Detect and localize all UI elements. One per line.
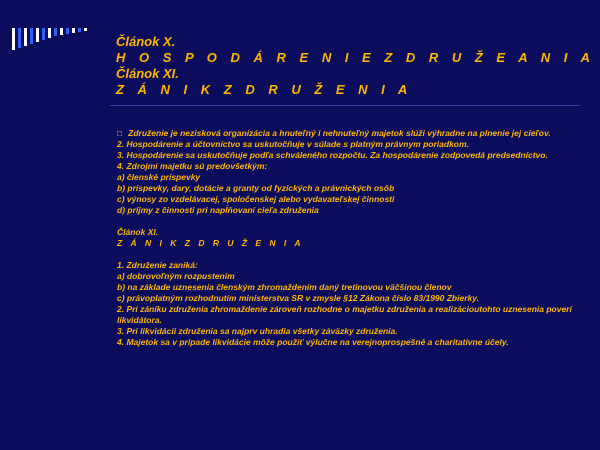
list-item: c) výnosy zo vzdelávacej, spoločenskej alebo vydavateľskej činnosti: [117, 194, 395, 204]
paragraph: 2. Hospodárenie a účtovníctvo sa uskutočňuje v súlade s platným právnym poriadkom.: [117, 139, 469, 149]
paragraph-text: Združenie je nezisková organizácia a hnuteľný i nehnuteľný majetok slúži výhradne na plnenie jej cieľov.: [128, 128, 551, 138]
decor-bar: [42, 28, 45, 40]
decor-bar: [30, 28, 33, 44]
decor-bar: [48, 28, 51, 38]
paragraph: 3. Hospodárenie sa uskutočňuje podľa schváleného rozpočtu. Za hospodárenie zodpovedá predsedníctvo.: [117, 150, 548, 160]
title-line-3: Článok XI.: [116, 66, 179, 81]
slide-title: [116, 34, 595, 98]
paragraph: [117, 128, 577, 139]
section-heading: Článok XI.: [117, 227, 159, 237]
list-item: c) právoplatným rozhodnutím ministerstva SR v zmysle §12 Zákona číslo 83/1990 Zbierky.: [117, 293, 480, 303]
title-line-2: H O S P O D Á R E N I E Z D R U Ž E A N I A: [116, 50, 595, 65]
list-item: a) dobrovoľným rozpustením: [117, 271, 235, 281]
decor-bar: [84, 28, 87, 31]
paragraph: 4. Zdrojmi majetku sú predovšetkým:: [117, 161, 268, 171]
list-item: 3. Pri likvidácii združenia sa najprv uhradia všetky záväzky združenia.: [117, 326, 398, 336]
decor-bar: [12, 28, 15, 50]
decor-bar: [66, 28, 69, 34]
list-item: 2. Pri zániku združenia zhromaždenie zároveň rozhodne o majetku združenia a realizácioutohto uznesenia poverí likvidátora.: [117, 304, 572, 325]
list-item: 4. Majetok sa v prípade likvidácie môže použiť výlučne na verejnoprospešné a charitatívne účely.: [117, 337, 509, 347]
decor-bar: [24, 28, 27, 46]
decor-bar: [36, 28, 39, 42]
list-item: b) príspevky, dary, dotácie a granty od fyzických a právnických osôb: [117, 183, 395, 193]
title-divider: [110, 105, 580, 106]
square-bullet-icon: □: [117, 128, 123, 138]
title-line-1: Článok X.: [116, 34, 176, 49]
decor-bar: [72, 28, 75, 33]
list-item: b) na základe uznesenia členským zhromaždením daný tretinovou väčšinou členov: [117, 282, 452, 292]
slide-body: [117, 128, 577, 348]
paragraph: 1. Združenie zaniká:: [117, 260, 198, 270]
decor-bar: [54, 28, 57, 36]
list-item: a) členské príspevky: [117, 172, 201, 182]
list-item: d) príjmy z činnosti pri napĺňovaní cieľa združenia: [117, 205, 319, 215]
section-heading: Z Á N I K Z D R U Ž E N I A: [117, 238, 304, 248]
decor-bar: [60, 28, 63, 35]
title-line-4: Z Á N I K Z D R U Ž E N I A: [116, 82, 413, 97]
decor-bar: [78, 28, 81, 32]
decor-bar: [18, 28, 21, 48]
